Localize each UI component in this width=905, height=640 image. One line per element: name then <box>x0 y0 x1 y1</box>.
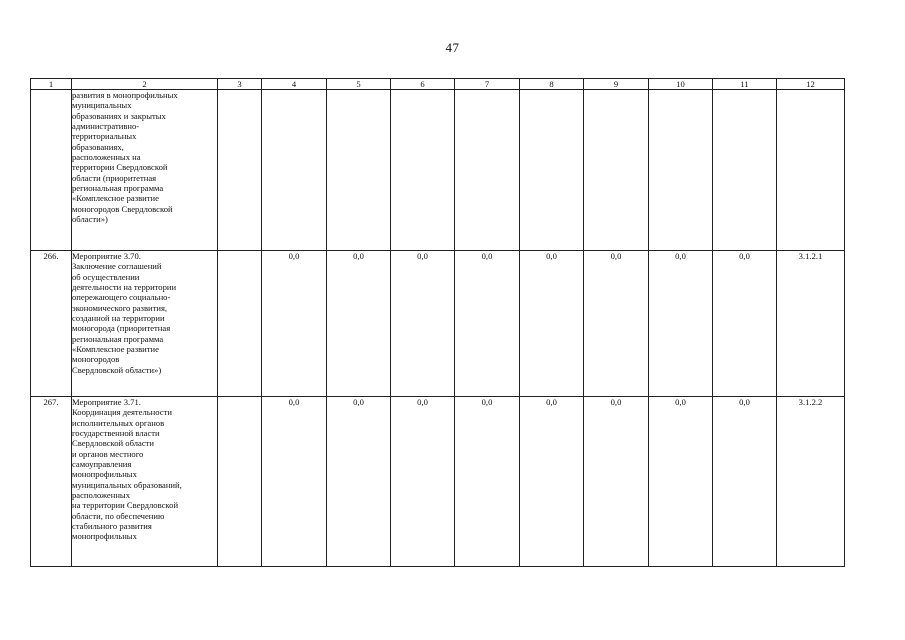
column-header: 9 <box>584 79 649 90</box>
row-number <box>31 90 72 251</box>
table-row <box>31 397 845 567</box>
row-value: 0,0 <box>520 397 584 567</box>
column-header: 11 <box>713 79 777 90</box>
row-description: Мероприятие 3.70. Заключение соглашений об осуществлении деятельности на территории опережающего социально- экономического развития, созданной на территории моногорода (приоритетная региональная программа «Комплексное развитие моногородов Свердловской области») <box>72 251 218 397</box>
header-row <box>31 79 845 90</box>
row-number: 267. <box>31 397 72 567</box>
row-value: 0,0 <box>391 397 455 567</box>
column-header: 7 <box>455 79 520 90</box>
row-value <box>520 90 584 251</box>
row-cell <box>218 397 262 567</box>
row-value: 0,0 <box>327 397 391 567</box>
row-value: 0,0 <box>262 397 327 567</box>
row-value: 0,0 <box>455 397 520 567</box>
row-value <box>649 90 713 251</box>
row-value: 0,0 <box>649 251 713 397</box>
row-value: 0,0 <box>649 397 713 567</box>
column-header: 6 <box>391 79 455 90</box>
column-header: 4 <box>262 79 327 90</box>
column-header: 8 <box>520 79 584 90</box>
row-value: 0,0 <box>584 397 649 567</box>
column-header: 12 <box>777 79 845 90</box>
row-value: 0,0 <box>262 251 327 397</box>
column-header: 1 <box>31 79 72 90</box>
row-value <box>327 90 391 251</box>
row-cell <box>218 251 262 397</box>
column-header: 10 <box>649 79 713 90</box>
column-header: 3 <box>218 79 262 90</box>
row-value <box>391 90 455 251</box>
column-header: 5 <box>327 79 391 90</box>
page-number: 47 <box>445 40 460 55</box>
column-header: 2 <box>72 79 218 90</box>
row-number: 266. <box>31 251 72 397</box>
row-value: 0,0 <box>391 251 455 397</box>
row-value: 0,0 <box>713 251 777 397</box>
table-row <box>31 90 845 251</box>
row-value <box>713 90 777 251</box>
row-code: 3.1.2.1 <box>777 251 845 397</box>
row-value: 0,0 <box>520 251 584 397</box>
row-description: Мероприятие 3.71. Координация деятельности исполнительных органов государственной власти Свердловской области и органов местного самоуправления монопрофильных муниципальных образований, расположенных на территории Свердловской области, по обеспечению стабильного развития монопрофильных <box>72 397 218 567</box>
row-value <box>262 90 327 251</box>
data-table <box>30 78 845 567</box>
row-cell <box>218 90 262 251</box>
row-value <box>455 90 520 251</box>
row-value: 0,0 <box>584 251 649 397</box>
row-code <box>777 90 845 251</box>
row-value: 0,0 <box>713 397 777 567</box>
row-description: развития в монопрофильных муниципальных образованиях и закрытых административно- территориальных образованиях, расположенных на территории Свердловской области (приоритетная региональная программа «Комплексное развитие моногородов Свердловской области») <box>72 90 218 251</box>
row-value <box>584 90 649 251</box>
row-code: 3.1.2.2 <box>777 397 845 567</box>
row-value: 0,0 <box>327 251 391 397</box>
row-value: 0,0 <box>455 251 520 397</box>
table-row <box>31 251 845 397</box>
